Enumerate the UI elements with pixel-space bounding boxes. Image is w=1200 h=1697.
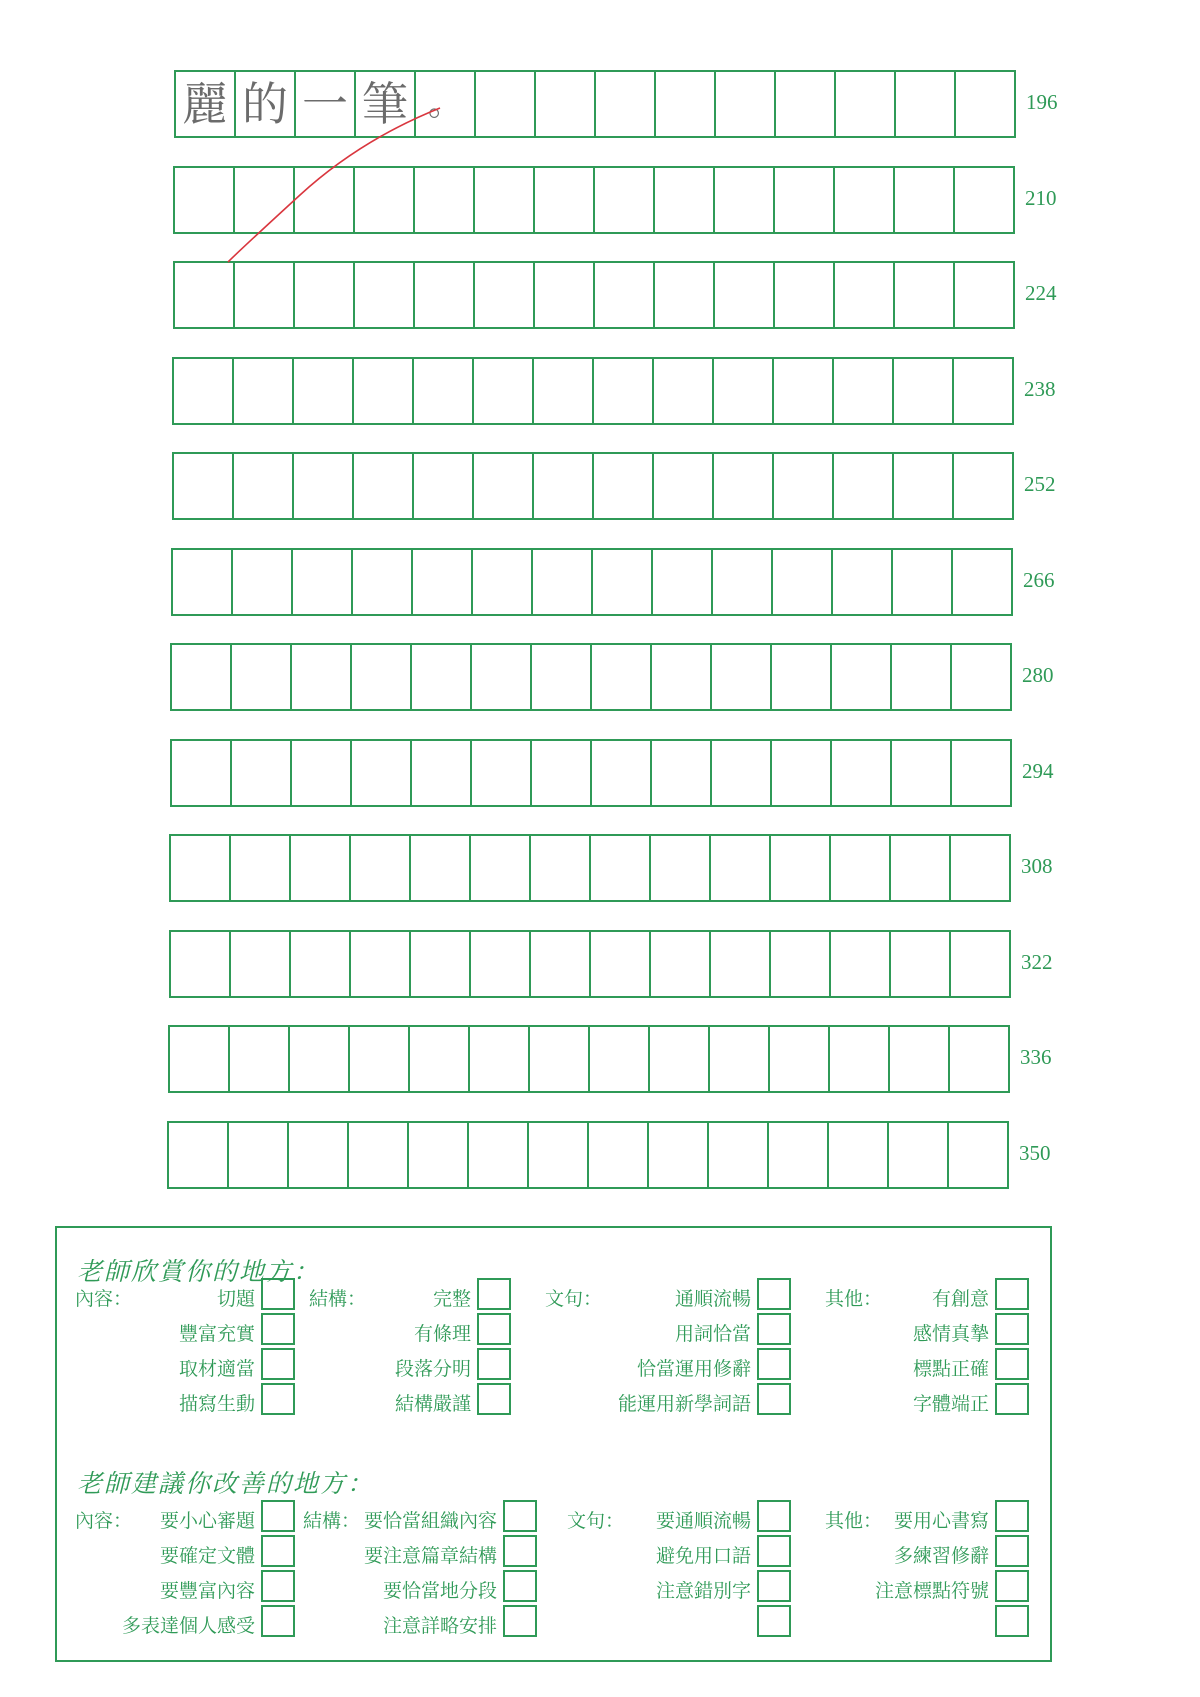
checkbox[interactable] — [757, 1535, 791, 1567]
appreciate-title: 老師欣賞你的地方： — [77, 1257, 321, 1286]
category-label: 內容： — [75, 1510, 133, 1532]
checkbox[interactable] — [477, 1278, 511, 1310]
evaluation-panel — [55, 1226, 1052, 1662]
criteria-item: 字體端正 — [912, 1393, 989, 1415]
criteria-item: 恰當運用修辭 — [636, 1358, 751, 1380]
handwritten-char: 的 — [242, 77, 288, 131]
criteria-item: 能運用新學詞語 — [617, 1393, 751, 1415]
checkbox[interactable] — [757, 1278, 791, 1310]
criteria-item: 避免用口語 — [655, 1545, 751, 1567]
row-number: 350 — [1019, 1141, 1051, 1165]
criteria-item: 多練習修辭 — [893, 1545, 989, 1567]
criteria-item: 要豐富內容 — [159, 1580, 255, 1602]
handwritten-char: 麗 — [182, 77, 228, 131]
criteria-item: 有創意 — [931, 1288, 989, 1310]
category-label: 結構： — [309, 1288, 367, 1310]
category-label: 結構： — [303, 1510, 361, 1532]
improve-title: 老師建議你改善的地方： — [77, 1469, 375, 1498]
criteria-item: 結構嚴謹 — [394, 1393, 471, 1415]
checkbox[interactable] — [261, 1605, 295, 1637]
checkbox[interactable] — [757, 1313, 791, 1345]
checkbox[interactable] — [503, 1535, 537, 1567]
criteria-item: 要恰當地分段 — [382, 1580, 497, 1602]
row-number: 210 — [1025, 186, 1057, 210]
criteria-item: 通順流暢 — [674, 1288, 751, 1310]
checkbox[interactable] — [261, 1500, 295, 1532]
checkbox[interactable] — [261, 1570, 295, 1602]
criteria-item: 要確定文體 — [159, 1545, 255, 1567]
checkbox[interactable] — [757, 1348, 791, 1380]
criteria-item: 多表達個人感受 — [121, 1615, 255, 1637]
checkbox[interactable] — [261, 1348, 295, 1380]
criteria-item: 要用心書寫 — [893, 1510, 989, 1532]
checkbox[interactable] — [995, 1535, 1029, 1567]
checkbox[interactable] — [261, 1278, 295, 1310]
checkbox[interactable] — [995, 1313, 1029, 1345]
row-number: 224 — [1025, 281, 1057, 305]
row-number: 308 — [1021, 854, 1053, 878]
criteria-item: 完整 — [432, 1288, 471, 1310]
checkbox[interactable] — [995, 1348, 1029, 1380]
handwritten-char: 筆 — [362, 77, 408, 131]
checkbox[interactable] — [477, 1348, 511, 1380]
criteria-item: 要注意篇章結構 — [363, 1545, 497, 1567]
row-number: 280 — [1022, 663, 1054, 687]
criteria-item: 有條理 — [413, 1323, 471, 1345]
checkbox[interactable] — [757, 1383, 791, 1415]
checkbox[interactable] — [995, 1500, 1029, 1532]
checkbox[interactable] — [503, 1605, 537, 1637]
row-number: 266 — [1023, 568, 1055, 592]
category-label: 文句： — [567, 1510, 625, 1532]
criteria-item: 要小心審題 — [159, 1510, 255, 1532]
criteria-item: 感情真摯 — [912, 1323, 989, 1345]
checkbox[interactable] — [757, 1500, 791, 1532]
row-number: 336 — [1020, 1045, 1052, 1069]
criteria-item: 豐富充實 — [178, 1323, 255, 1345]
checkbox[interactable] — [995, 1570, 1029, 1602]
criteria-item: 取材適當 — [178, 1358, 255, 1380]
category-label: 文句： — [545, 1288, 603, 1310]
checkbox[interactable] — [477, 1313, 511, 1345]
checkbox[interactable] — [757, 1605, 791, 1637]
handwritten-char: 。 — [428, 84, 462, 124]
checkbox[interactable] — [757, 1570, 791, 1602]
criteria-item: 標點正確 — [912, 1358, 989, 1380]
criteria-item: 用詞恰當 — [674, 1323, 751, 1345]
row-number: 294 — [1022, 759, 1054, 783]
checkbox[interactable] — [477, 1383, 511, 1415]
row-number: 322 — [1021, 950, 1053, 974]
criteria-item: 要恰當組織內容 — [363, 1510, 497, 1532]
criteria-item: 注意標點符號 — [874, 1580, 989, 1602]
checkbox[interactable] — [995, 1605, 1029, 1637]
row-number: 252 — [1024, 472, 1056, 496]
checkbox[interactable] — [503, 1500, 537, 1532]
checkbox[interactable] — [261, 1383, 295, 1415]
row-number: 238 — [1024, 377, 1056, 401]
criteria-item: 注意詳略安排 — [382, 1615, 497, 1637]
checkbox[interactable] — [261, 1535, 295, 1567]
checkbox[interactable] — [995, 1383, 1029, 1415]
checkbox[interactable] — [503, 1570, 537, 1602]
handwritten-char: 一 — [302, 77, 348, 131]
checkbox[interactable] — [261, 1313, 295, 1345]
checkbox[interactable] — [995, 1278, 1029, 1310]
category-label: 其他： — [825, 1510, 883, 1532]
category-label: 內容： — [75, 1288, 133, 1310]
row-number: 196 — [1026, 90, 1058, 114]
criteria-item: 要通順流暢 — [655, 1510, 751, 1532]
category-label: 其他： — [825, 1288, 883, 1310]
criteria-item: 注意錯別字 — [655, 1580, 751, 1602]
criteria-item: 段落分明 — [394, 1358, 471, 1380]
criteria-item: 描寫生動 — [178, 1393, 255, 1415]
criteria-item: 切題 — [216, 1288, 255, 1310]
